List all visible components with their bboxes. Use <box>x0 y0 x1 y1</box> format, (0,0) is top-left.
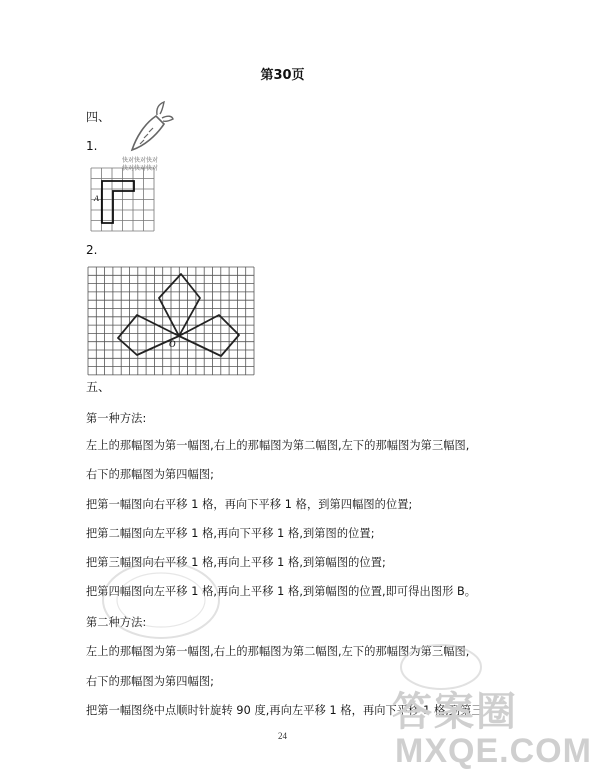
q1-grid-figure <box>86 165 160 231</box>
method-1-line-2: 右下的那幅图为第四幅图; <box>86 468 215 481</box>
page-number: 24 <box>278 731 287 741</box>
watermark-url: MXQE.COM <box>395 732 592 770</box>
method-1-line-5: 把第三幅图向右平移 1 格,再向上平移 1 格,到第幅图的位置; <box>86 556 386 569</box>
q1-grid-lines <box>91 168 154 231</box>
method-1-heading: 第一种方法: <box>86 412 147 425</box>
method-2-line-3: 把第一幅图绕中点顺时针旋转 90 度,再向左平移 1 格，再向下平移 1 格,到第三 <box>86 704 483 717</box>
section-five-label: 五、 <box>86 380 111 394</box>
stamp-watermark-icon <box>96 555 226 645</box>
method-1-line-3: 把第一幅图向右平移 1 格，再向下平移 1 格，到第四幅图的位置; <box>86 498 413 511</box>
question-2-label: 2. <box>86 243 98 257</box>
method-1-line-1: 左上的那幅图为第一幅图,右上的那幅图为第二幅图,左下的那幅图为第三幅图, <box>86 439 470 452</box>
carrot-icon <box>126 100 174 156</box>
method-1-line-6: 把第四幅图向左平移 1 格,再向上平移 1 格,到第幅图的位置,即可得出图形 B。 <box>86 585 477 598</box>
watermark-main: 答案圈 <box>392 690 518 734</box>
q1-label-a: A <box>94 194 99 203</box>
q2-label-o: O <box>169 339 176 349</box>
q1-note-line-1: 快对快对快对 <box>122 157 159 164</box>
method-2-heading: 第二种方法: <box>86 616 147 629</box>
page-title: 第30页 <box>260 68 305 83</box>
q1-l-shape <box>102 181 134 223</box>
q2-left-shape <box>118 315 179 355</box>
section-four-label: 四、 <box>86 110 111 124</box>
method-2-line-2: 右下的那幅图为第四幅图; <box>86 675 215 688</box>
q2-grid-figure <box>87 265 259 375</box>
method-1-line-4: 把第二幅图向左平移 1 格,再向下平移 1 格,到第图的位置; <box>86 527 375 540</box>
method-2-line-1: 左上的那幅图为第一幅图,右上的那幅图为第二幅图,左下的那幅图为第三幅图, <box>86 645 470 658</box>
question-1-label: 1. <box>86 139 98 153</box>
q1-note-line-2: 快对快对快对 <box>122 165 159 172</box>
